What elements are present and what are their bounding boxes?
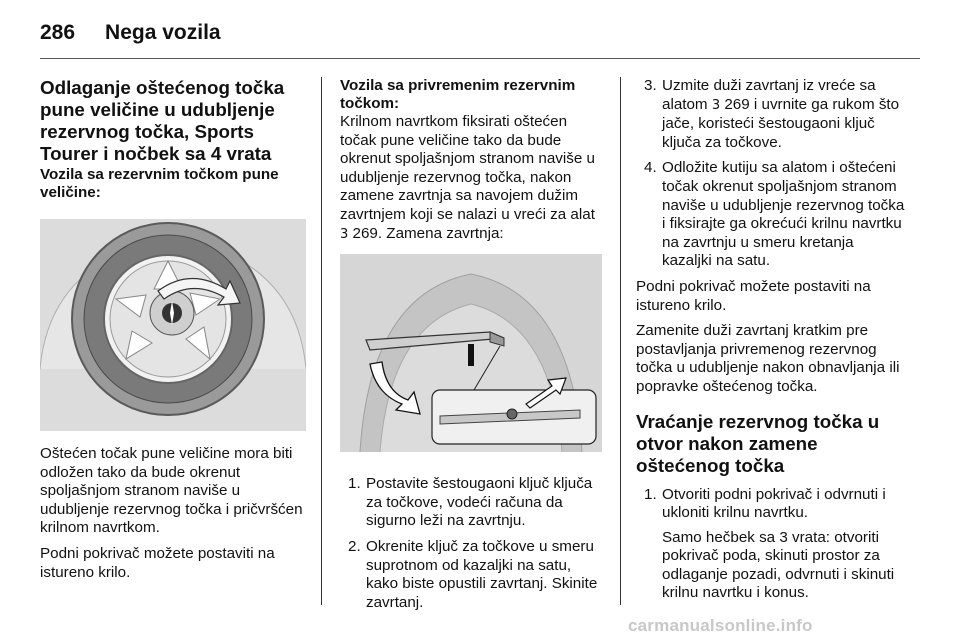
paragraph: Podni pokrivač možete postaviti na istureno krilo. xyxy=(636,277,871,314)
watermark: carmanualsonline.info xyxy=(628,616,813,635)
list-item xyxy=(340,538,606,612)
step-number: 1. xyxy=(644,485,657,503)
list-item xyxy=(636,486,906,604)
list-item xyxy=(636,77,906,152)
step-number: 1. xyxy=(348,475,361,493)
step-text-part: 269 i uvrnite ga rukom što jače, koristeći šestougaoni ključ ključa za točkove. xyxy=(662,95,900,151)
column-1 xyxy=(40,77,306,589)
steps-list xyxy=(340,475,606,612)
column-3 xyxy=(636,77,906,610)
caption: Oštećen točak pune veličine mora biti odložen tako da bude okrenut spoljašnjom stranom naviše u udubljenje rezervnog točka i pričvršćen krilnom navrtkom. xyxy=(40,445,303,537)
section-heading: Vraćanje rezervnog točka u otvor nakon zamene oštećenog točka xyxy=(636,410,880,476)
page-ref-text: 269. Zamena zavrtnja: xyxy=(352,224,504,242)
step-text-part: Otvoriti podni pokrivač i odvrnuti i ukloniti krilnu navrtku. xyxy=(662,485,886,522)
paragraph: Zamenite duži zavrtanj kratkim pre postavljanja privremenog rezervnog točka u udubljenje nakon obnavljanja ili popravke oštećenog točka. xyxy=(636,322,900,395)
step-number: 2. xyxy=(348,537,361,555)
steps-list xyxy=(636,77,906,271)
page-ref-icon[interactable]: 3 xyxy=(711,97,721,113)
subheading: Vozila sa rezervnim točkom pune veličine: xyxy=(40,166,279,201)
page-number: 286 xyxy=(40,21,76,44)
paragraph-text: Krilnom navrtkom fiksirati oštećen točak pune veličine tako da bude okrenut spoljašnjom stranom naviše u udubljenje rezervnog točka, nakon zamene zavrtnja sa navojem dužim zavrtnjem koji se nalazi u vreći za alat xyxy=(340,113,595,223)
steps-list xyxy=(636,486,906,604)
bolt-replacement-illustration xyxy=(340,254,602,452)
header-rule xyxy=(40,58,920,59)
section-heading: Odlaganje oštećenog točka pune veličine u udubljenje rezervnog točka, Sports Tourer i nočbek sa 4 vrata xyxy=(40,77,285,164)
paragraph xyxy=(340,113,606,244)
column-divider xyxy=(321,77,322,605)
column-2 xyxy=(340,77,606,619)
spare-wheel-illustration xyxy=(40,219,306,431)
step-text-part: Uzmite duži zavrtanj iz vreće sa alatom xyxy=(662,77,876,113)
step-text xyxy=(662,486,906,604)
step-note: Samo hečbek sa 3 vrata: otvoriti pokrivač poda, skinuti prostor za odlaganje pozadi, odvrnuti i skinuti krilnu navrtku i konus. xyxy=(662,528,895,602)
page-header xyxy=(40,18,221,48)
paragraph: Podni pokrivač možete postaviti na istureno krilo. xyxy=(40,544,275,581)
step-text: Odložite kutiju sa alatom i oštećeni točak okrenut spoljašnjom stranom naviše u udubljenje rezervnog točka i fiksirajte ga okrećući krilnu navrtku na zavrtnju u smeru kretanja kazaljki na satu. xyxy=(662,159,905,270)
step-number: 4. xyxy=(644,159,657,177)
list-item xyxy=(636,159,906,271)
chapter-title: Nega vozila xyxy=(105,21,221,44)
list-item xyxy=(340,475,606,531)
step-text xyxy=(662,77,906,152)
subheading: Vozila sa privremenim rezervnim točkom: xyxy=(340,77,576,112)
step-text: Okrenite ključ za točkove u smeru suprotnom od kazaljki na satu, kako biste opustili zavrtanj. Skinite zavrtanj. xyxy=(366,537,598,611)
page-ref-icon[interactable]: 3 xyxy=(340,226,349,242)
step-text: Postavite šestougaoni ključ ključa za točkove, vodeći računa da sigurno leži na zavrtnju. xyxy=(366,475,593,530)
step-number: 3. xyxy=(644,77,657,94)
column-divider xyxy=(620,77,621,605)
